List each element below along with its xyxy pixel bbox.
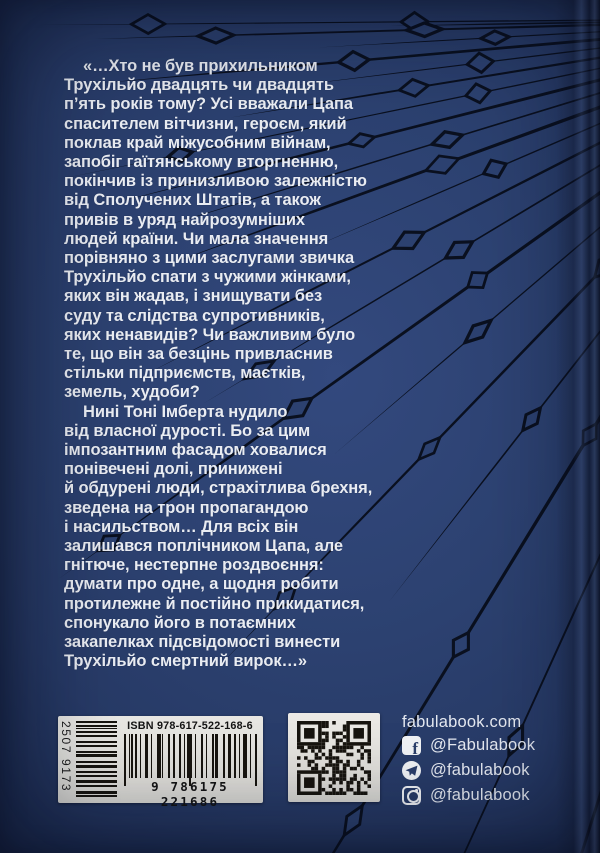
ray-diamond xyxy=(481,31,509,44)
ray-diamond xyxy=(446,242,473,258)
quote-line: від власної дурості. Бо за цим xyxy=(64,421,311,440)
quote-line: й обдурені люди, страхітлива брехня, xyxy=(64,479,373,498)
quote-line: зведена на трон пропагандою xyxy=(64,498,309,517)
quote-line: закапелках підсвідомості винести xyxy=(64,633,341,652)
ean-digits: 9 786175 221686 xyxy=(151,779,229,809)
qr-code xyxy=(288,713,380,802)
quote-line: імпозантним фасадом ховалися xyxy=(64,441,327,460)
quote-line: понівечені долі, принижені xyxy=(64,460,283,479)
footer-band xyxy=(0,700,600,853)
quote-line: протилежне й постійно прикидатися, xyxy=(64,594,365,613)
quote-line: п’ять років тому? Усі вважали Цапа xyxy=(64,95,353,114)
website-url: fabulabook.com xyxy=(402,713,522,731)
quote-line: від Сполучених Штатів, а також xyxy=(64,191,321,210)
stock-barcode xyxy=(76,721,117,798)
quote-line: спонукало його в потаємних xyxy=(64,613,296,632)
quote-line: стільки підприємств, маєтків, xyxy=(64,364,306,383)
ray-diamond xyxy=(453,633,468,658)
quote-line: людей країни. Чи мала значення xyxy=(64,229,329,248)
ray-diamond xyxy=(595,255,600,277)
telegram-icon xyxy=(402,761,421,780)
quote-line: залишався поплічником Цапа, але xyxy=(64,537,343,556)
quote-line: яких він жадав, і знищувати без xyxy=(64,287,323,306)
ray-diamond xyxy=(466,84,490,103)
ray-diamond xyxy=(419,437,440,459)
ray-diamond xyxy=(426,156,459,173)
social-row-facebook xyxy=(402,735,535,755)
isbn-label: ISBN 978-617-522-168-6 xyxy=(127,720,253,732)
facebook-handle: @Fabulabook xyxy=(430,735,536,754)
instagram-icon xyxy=(402,786,421,805)
quote-line: Трухільйо спати з чужими жінками, xyxy=(64,268,351,287)
quote-line: запобіг гаїтянському вторгненню, xyxy=(64,153,339,172)
quote-line: і насильством… Для всіх він xyxy=(64,517,299,536)
quote-line: покінчив із принизливою залежністю xyxy=(64,172,367,191)
stock-number: 2507 9173 xyxy=(59,721,73,793)
ray-diamond xyxy=(465,320,491,342)
ray-diamond xyxy=(484,160,507,177)
telegram-handle: @fabulabook xyxy=(430,760,530,779)
ray-diamond xyxy=(432,132,462,148)
ray-diamond xyxy=(523,408,541,431)
social-row-telegram xyxy=(402,760,530,780)
quote-line: Нині Тоні Імберта нудило xyxy=(83,402,288,421)
social-row-instagram xyxy=(402,785,530,805)
ray-diamond xyxy=(583,424,596,446)
quote-line: думати про одне, а щодня робити xyxy=(64,575,339,594)
quote-line: земель, худоби? xyxy=(64,383,200,402)
ray-diamond xyxy=(198,28,234,43)
quote-line: яких ненавидів? Чи важливим було xyxy=(64,325,356,344)
facebook-icon: f xyxy=(402,736,421,755)
quote-line: спасителем вітчизни, героєм, який xyxy=(64,114,347,133)
instagram-handle: @fabulabook xyxy=(430,785,530,804)
quote-text-block xyxy=(64,57,386,672)
quote-line: привів в уряд найрозумніших xyxy=(64,210,305,229)
ray-diamond xyxy=(131,15,164,34)
quote-line: гнітюче, нестерпне роздвоєння: xyxy=(64,556,324,575)
qr-code-modules xyxy=(297,721,371,795)
quote-line: «…Хто не був прихильником xyxy=(83,57,318,75)
quote-line: порівняно з цими заслугами звичка xyxy=(64,249,355,268)
quote-line: Трухільйо смертний вирок…» xyxy=(64,652,307,671)
quote-line: суду та слідства супротивників, xyxy=(64,306,325,325)
quote-line: поклав край міжусобним війнам, xyxy=(64,133,331,152)
ray-diamond xyxy=(467,53,493,72)
ray-diamond xyxy=(468,273,488,288)
quote-line: Трухільйо двадцять чи двадцять xyxy=(64,76,334,95)
isbn-barcode-sticker xyxy=(58,716,263,809)
ray-diamond xyxy=(393,232,424,248)
ray-diamond xyxy=(399,79,428,96)
quote-line: те, що він за безцінь привласнив xyxy=(64,345,333,364)
